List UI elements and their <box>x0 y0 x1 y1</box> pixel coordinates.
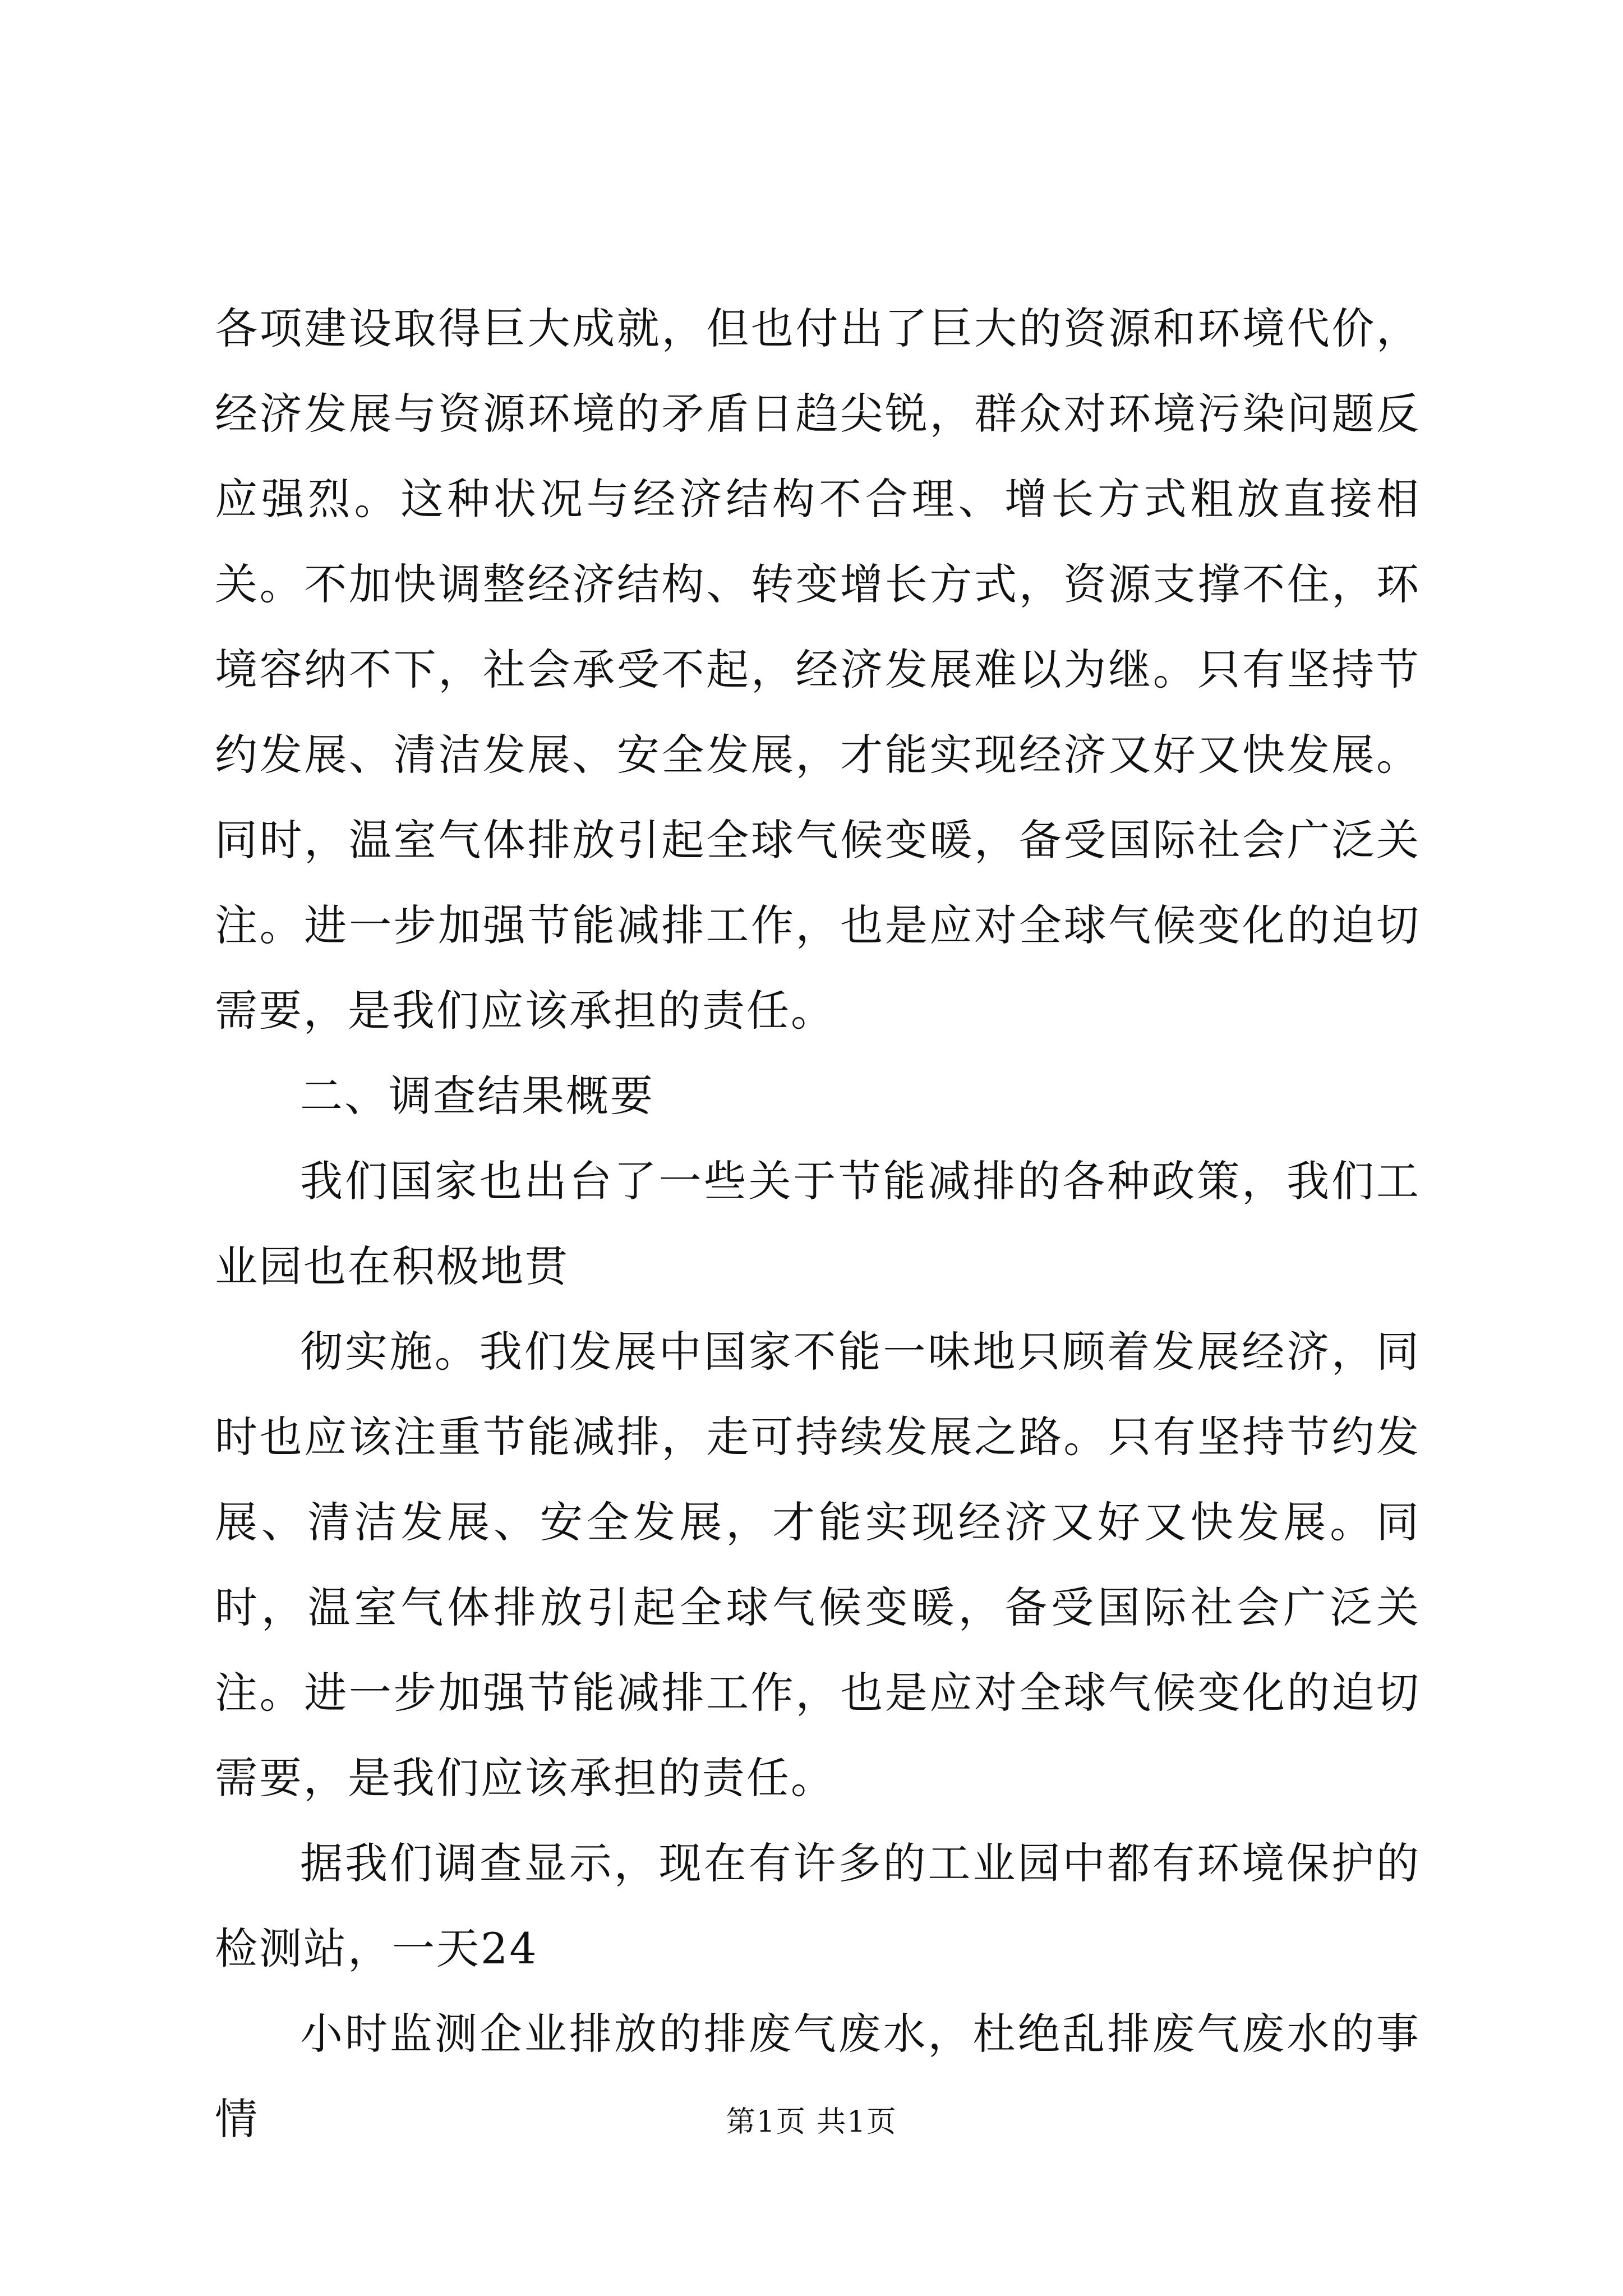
paragraph-monitoring: 小时监测企业排放的排废气废水，杜绝乱排废气废水的事情 <box>215 2009 1421 2144</box>
paragraph-survey-result: 据我们调查显示，现在有许多的工业园中都有环境保护的检测站，一天24 <box>215 1838 1421 1973</box>
paragraph-intro: 各项建设取得巨大成就，但也付出了巨大的资源和环境代价，经济发展与资源环境的矛盾日趋尖锐，群众对环境污染问题反应强烈。这种状况与经济结构不合理、增长方式粗放直接相关。不加快调整经济结构、转变增长方式，资源支撑不住，环境容纳不下，社会承受不起，经济发展难以为继。只有坚持节约发展、清洁发展、安全发展，才能实现经济又好又快发展。同时，温室气体排放引起全球气候变暖，备受国际社会广泛关注。进一步加强节能减排工作，也是应对全球气候变化的迫切需要，是我们应该承担的责任。 <box>215 303 1421 1036</box>
page-number-footer: 第1页 共1页 <box>726 2105 897 2139</box>
document-body <box>215 286 1421 2162</box>
paragraph-implementation: 彻实施。我们发展中国家不能一味地只顾着发展经济，同时也应该注重节能减排，走可持续发展之路。只有坚持节约发展、清洁发展、安全发展，才能实现经济又好又快发展。同时，温室气体排放引起全球气候变暖，备受国际社会广泛关注。进一步加强节能减排工作，也是应对全球气候变化的迫切需要，是我们应该承担的责任。 <box>215 1327 1421 1803</box>
section-heading-survey-summary: 二、调查结果概要 <box>300 1071 654 1121</box>
paragraph-policy: 我们国家也出台了一些关于节能减排的各种政策，我们工业园也在积极地贯 <box>215 1156 1421 1291</box>
